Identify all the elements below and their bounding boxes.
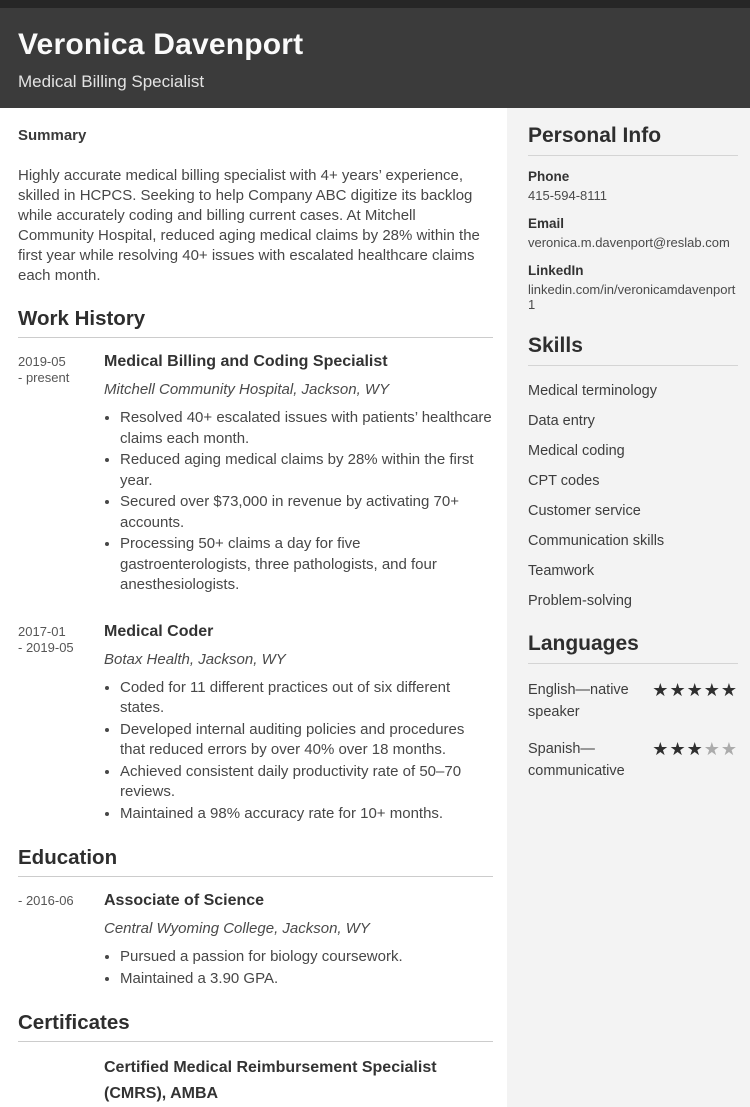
work-history-section [18, 307, 493, 825]
job-details [104, 621, 493, 826]
star-empty-icon: ★ [720, 739, 738, 759]
skills-list [528, 382, 738, 610]
certificate-name: Certified Medical Reimbursement Specialist (CMRS), AMBA [104, 1059, 437, 1102]
job-date-start: 2019-05 [18, 354, 66, 369]
job-date-start: 2017-01 [18, 623, 66, 639]
work-history-title: Work History [18, 307, 493, 338]
phone-label: Phone [528, 169, 570, 184]
linkedin-field [528, 263, 738, 312]
candidate-name: Veronica Davenport [18, 28, 304, 61]
content-columns [0, 108, 750, 1107]
star-filled-icon: ★ [686, 739, 704, 759]
education-bullet: • Pursued a passion for biology coursework. [120, 947, 493, 968]
skill-item: Data entry [528, 413, 595, 429]
star-empty-icon: ★ [703, 739, 721, 759]
job-bullet-list [104, 408, 493, 596]
education-bullet-list [104, 947, 493, 989]
job-dates [18, 621, 104, 826]
job-title: Medical Coder [104, 622, 214, 640]
skill-item: Problem-solving [528, 593, 632, 609]
personal-info-section [528, 124, 738, 312]
skills-title: Skills [528, 334, 738, 366]
summary-text: Highly accurate medical billing specialist with 4+ years’ experience, skilled in HCPCS. Seeking to help Company ABC digitize its backlog while accurately coding and billing current cases. At Mitchell Community Hospital, reduced aging medical claims by 28% within the first year while resolving 40+ issues with escalated healthcare claims each month. [18, 167, 480, 284]
certificate-dates-spacer [18, 1055, 104, 1107]
education-entry [18, 890, 493, 990]
skill-item: Teamwork [528, 563, 595, 579]
email-field [528, 216, 738, 250]
degree-title: Associate of Science [104, 892, 265, 909]
top-accent-strip [0, 0, 750, 8]
education-title: Education [18, 846, 493, 877]
summary-heading: Summary [18, 127, 87, 144]
job-bullet: • Maintained a 98% accuracy rate for 10+ months. [120, 804, 493, 825]
job-bullet: • Secured over $73,000 in revenue by activating 70+ accounts. [120, 492, 493, 533]
job-bullet: • Coded for 11 different practices out of six different states. [120, 678, 493, 719]
language-label: Spanish—communicative [528, 741, 625, 779]
job-bullet-list [104, 678, 493, 825]
star-rating [652, 738, 738, 759]
sidebar [507, 108, 750, 1107]
education-bullet: • Maintained a 3.90 GPA. [120, 969, 493, 990]
education-dates [18, 890, 104, 990]
certificates-title: Certificates [18, 1011, 493, 1042]
education-date: - 2016-06 [18, 893, 74, 908]
linkedin-value: linkedin.com/in/veronicamdavenport1 [528, 282, 736, 312]
job-bullet: • Achieved consistent daily productivity rate of 50–70 reviews. [120, 762, 493, 803]
job-bullet: • Processing 50+ claims a day for five gastroenterologists, three pathologists, and four anesthesiologists. [120, 534, 493, 596]
skill-item: Medical coding [528, 443, 625, 459]
job-bullet: • Reduced aging medical claims by 28% within the first year. [120, 450, 493, 491]
star-rating [652, 679, 738, 700]
job-dates [18, 351, 104, 597]
star-filled-icon: ★ [720, 680, 738, 700]
skills-section [528, 334, 738, 610]
job-date-end: - 2019-05 [18, 639, 74, 655]
education-details [104, 890, 493, 990]
star-filled-icon: ★ [686, 680, 704, 700]
summary-section [18, 127, 493, 286]
job-bullet: • Developed internal auditing policies and procedures that reduced errors by over 40% over 18 months. [120, 720, 493, 761]
certificate-entry [18, 1055, 493, 1107]
linkedin-label: LinkedIn [528, 263, 584, 278]
phone-field [528, 169, 738, 203]
job-bullet: • Resolved 40+ escalated issues with patients’ healthcare claims each month. [120, 408, 493, 449]
main-column [0, 108, 507, 1107]
skill-item: CPT codes [528, 473, 600, 489]
star-filled-icon: ★ [652, 739, 670, 759]
certificates-section [18, 1011, 493, 1107]
email-label: Email [528, 216, 565, 231]
job-title: Medical Billing and Coding Specialist [104, 353, 388, 370]
resume-header [0, 8, 750, 108]
star-filled-icon: ★ [669, 739, 687, 759]
star-filled-icon: ★ [669, 680, 687, 700]
candidate-job-title: Medical Billing Specialist [18, 72, 205, 91]
skill-item: Communication skills [528, 533, 665, 549]
education-section [18, 846, 493, 990]
language-item [528, 679, 738, 723]
job-date-end: - present [18, 370, 70, 385]
skill-item: Medical terminology [528, 383, 657, 399]
job-entry [18, 351, 493, 597]
job-entry [18, 621, 493, 826]
star-filled-icon: ★ [703, 680, 721, 700]
phone-value: 415-594-8111 [528, 188, 608, 203]
languages-title: Languages [528, 632, 738, 664]
star-filled-icon: ★ [652, 680, 670, 700]
skill-item: Customer service [528, 503, 641, 519]
personal-info-title: Personal Info [528, 124, 738, 156]
job-details [104, 351, 493, 597]
language-label: English—native speaker [528, 682, 629, 720]
languages-section [528, 632, 738, 782]
email-value: veronica.m.davenport@reslab.com [528, 235, 730, 250]
language-item [528, 738, 738, 782]
school-name: Central Wyoming College, Jackson, WY [104, 920, 370, 937]
job-company: Mitchell Community Hospital, Jackson, WY [104, 381, 390, 398]
job-company: Botax Health, Jackson, WY [104, 650, 286, 668]
certificate-details [104, 1055, 493, 1107]
